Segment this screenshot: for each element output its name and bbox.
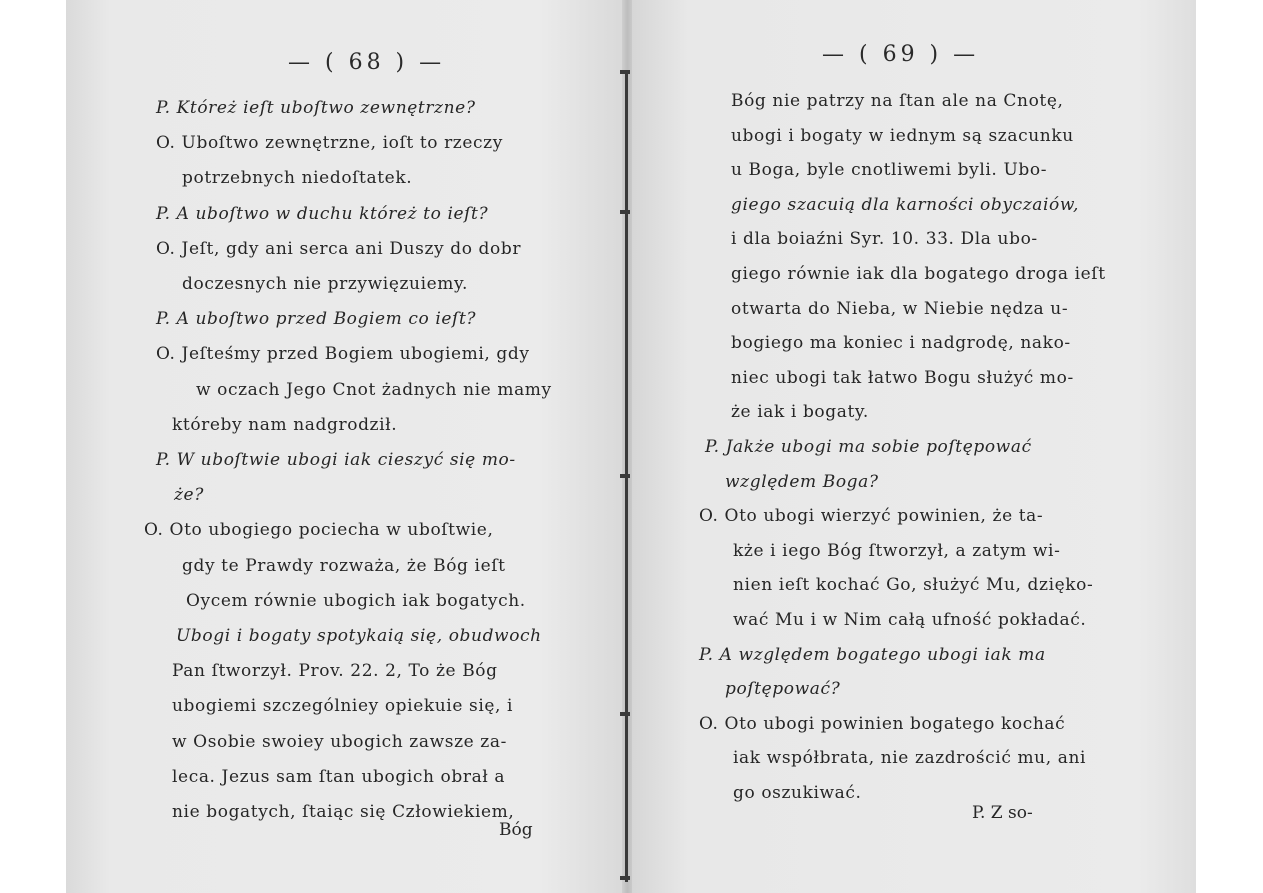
right-text-line: kże i iego Bóg ſtworzył, a zatym wi- xyxy=(733,540,1061,561)
left-text-line: O. Oto ubogiego pociecha w uboſtwie, xyxy=(144,520,494,541)
left-page-catchword: Bóg xyxy=(499,820,533,840)
right-text-line: otwarta do Nieba, w Niebie nędza u- xyxy=(731,298,1069,319)
left-text-line: Ubogi i bogaty spotykaią się, obudwoch xyxy=(176,626,542,646)
left-text-line: potrzebnych niedoſtatek. xyxy=(182,168,413,189)
right-text-line: ubogi i bogaty w iednym są szacunku xyxy=(731,125,1074,146)
left-text-line: Pan ſtworzył. Prov. 22. 2, To że Bóg xyxy=(172,661,498,682)
left-page xyxy=(66,0,624,893)
left-text-line: O. Uboſtwo zewnętrzne, ioſt to rzeczy xyxy=(156,133,503,154)
right-text-line: względem Boga? xyxy=(725,471,879,492)
right-text-line: giego równie iak dla bogatego droga ieſt xyxy=(731,264,1106,284)
left-text-line: że? xyxy=(174,485,204,506)
right-text-line: u Boga, byle cnotliwemi byli. Ubo- xyxy=(731,160,1048,181)
binding-stitch xyxy=(620,210,630,214)
left-text-line: O. Jeſteśmy przed Bogiem ubogiemi, gdy xyxy=(156,344,530,365)
right-text-line: O. Oto ubogi wierzyć powinien, że ta- xyxy=(699,506,1044,527)
left-text-line: doczesnych nie przywięzuiemy. xyxy=(182,274,468,294)
left-text-line: gdy te Prawdy rozważa, że Bóg ieſt xyxy=(182,555,506,576)
binding-stitch xyxy=(620,70,630,74)
left-text-line: P. W uboſtwie ubogi iak cieszyć się mo- xyxy=(156,450,516,470)
left-text-line: P. Któreż ieſt uboſtwo zewnętrzne? xyxy=(156,98,476,118)
right-text-line: Bóg nie patrzy na ſtan ale na Cnotę, xyxy=(731,91,1064,111)
right-text-line: iak współbrata, nie zazdrościć mu, ani xyxy=(733,748,1087,769)
right-text-line: wać Mu i w Nim całą ufność pokładać. xyxy=(733,610,1087,630)
left-text-line: w Osobie swoiey ubogich zawsze za- xyxy=(172,731,507,752)
left-page-number: — ( 68 ) — xyxy=(288,50,446,75)
left-text-line: w oczach Jego Cnot żadnych nie mamy xyxy=(196,379,552,400)
left-text-line: Oycem równie ubogich iak bogatych. xyxy=(186,590,526,611)
right-text-line: P. A względem bogatego ubogi iak ma xyxy=(699,644,1046,665)
left-text-line: P. A uboſtwo przed Bogiem co ieſt? xyxy=(156,309,477,330)
right-text-line: P. Jakże ubogi ma sobie poſtępować xyxy=(705,437,1032,457)
left-text-line: O. Jeſt, gdy ani serca ani Duszy do dobr xyxy=(156,238,522,259)
left-text-line: któreby nam nadgrodził. xyxy=(172,414,398,435)
binding-stitch xyxy=(620,712,630,716)
right-text-line: bogiego ma koniec i nadgrodę, nako- xyxy=(731,333,1071,354)
right-page-catchword: P. Z so- xyxy=(972,803,1033,823)
binding-stitch xyxy=(620,876,630,880)
right-page xyxy=(632,0,1196,893)
book-spread xyxy=(66,0,1196,893)
right-page-number: — ( 69 ) — xyxy=(822,42,980,67)
right-text-line: niec ubogi tak łatwo Bogu służyć mo- xyxy=(731,367,1074,388)
right-text-line: poſtępować? xyxy=(725,679,841,700)
left-text-line: P. A uboſtwo w duchu któreż to ieſt? xyxy=(156,203,489,224)
left-text-line: leca. Jezus sam ſtan ubogich obrał a xyxy=(172,766,506,787)
right-text-line: nien ieſt kochać Go, służyć Mu, dzięko- xyxy=(733,575,1094,596)
left-text-line: ubogiemi szczególniey opiekuie się, i xyxy=(172,696,514,717)
right-text-line: że iak i bogaty. xyxy=(731,402,869,423)
left-text-line: nie bogatych, ſtaiąc się Człowiekiem, xyxy=(172,802,515,822)
right-text-line: i dla boiaźni Syr. 10. 33. Dla ubo- xyxy=(731,229,1038,250)
right-text-line: O. Oto ubogi powinien bogatego kochać xyxy=(699,713,1066,734)
binding-stitch xyxy=(620,474,630,478)
right-text-line: giego szacuią dla karności obyczaiów, xyxy=(731,194,1079,215)
right-text-line: go oszukiwać. xyxy=(733,783,862,803)
